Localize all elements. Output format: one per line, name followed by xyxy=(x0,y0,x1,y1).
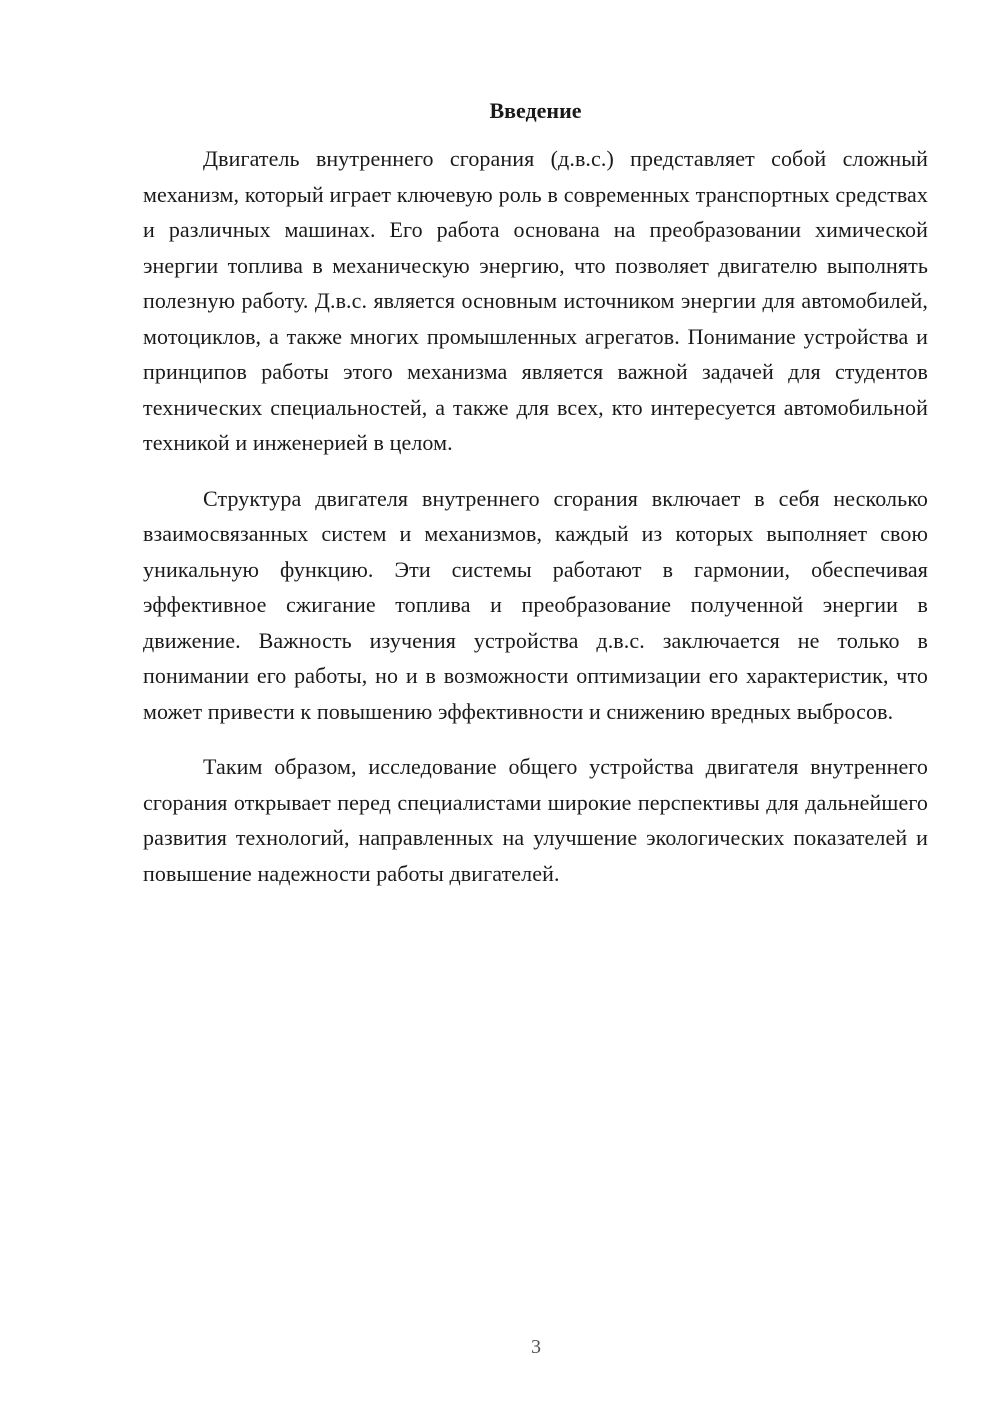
paragraph-2: Структура двигателя внутреннего сгорания включает в себя несколько взаимосвязанных систем и механизмов, каждый из которых выполняет свою уникальную функцию. Эти системы работают в гармонии, обеспечивая эффективное сжигание топлива и преобразование полученной энергии в движение. Важность изучения устройства д.в.с. заключается не только в понимании его работы, но и в возможности оптимизации его характеристик, что может привести к повышению эффективности и снижению вредных выбросов. xyxy=(143,485,928,724)
section-title: Введение xyxy=(489,98,582,123)
paragraph-3: Таким образом, исследование общего устройства двигателя внутреннего сгорания открывает перед специалистами широкие перспективы для дальнейшего развития технологий, направленных на улучшение экологических показателей и повышение надежности работы двигателей. xyxy=(143,754,928,886)
paragraph-1: Двигатель внутреннего сгорания (д.в.с.) представляет собой сложный механизм, который играет ключевую роль в современных транспортных средствах и различных машинах. Его работа основана на преобразовании химической энергии топлива в механическую энергию, что позволяет двигателю выполнять полезную работу. Д.в.с. является основным источником энергии для автомобилей, мотоциклов, а также многих промышленных агрегатов. Понимание устройства и принципов работы этого механизма является важной задачей для студентов технических специальностей, а также для всех, кто интересуется автомобильной техникой и инженерией в целом. xyxy=(143,146,928,455)
page-number: 3 xyxy=(531,1336,541,1358)
page-content xyxy=(143,94,928,911)
